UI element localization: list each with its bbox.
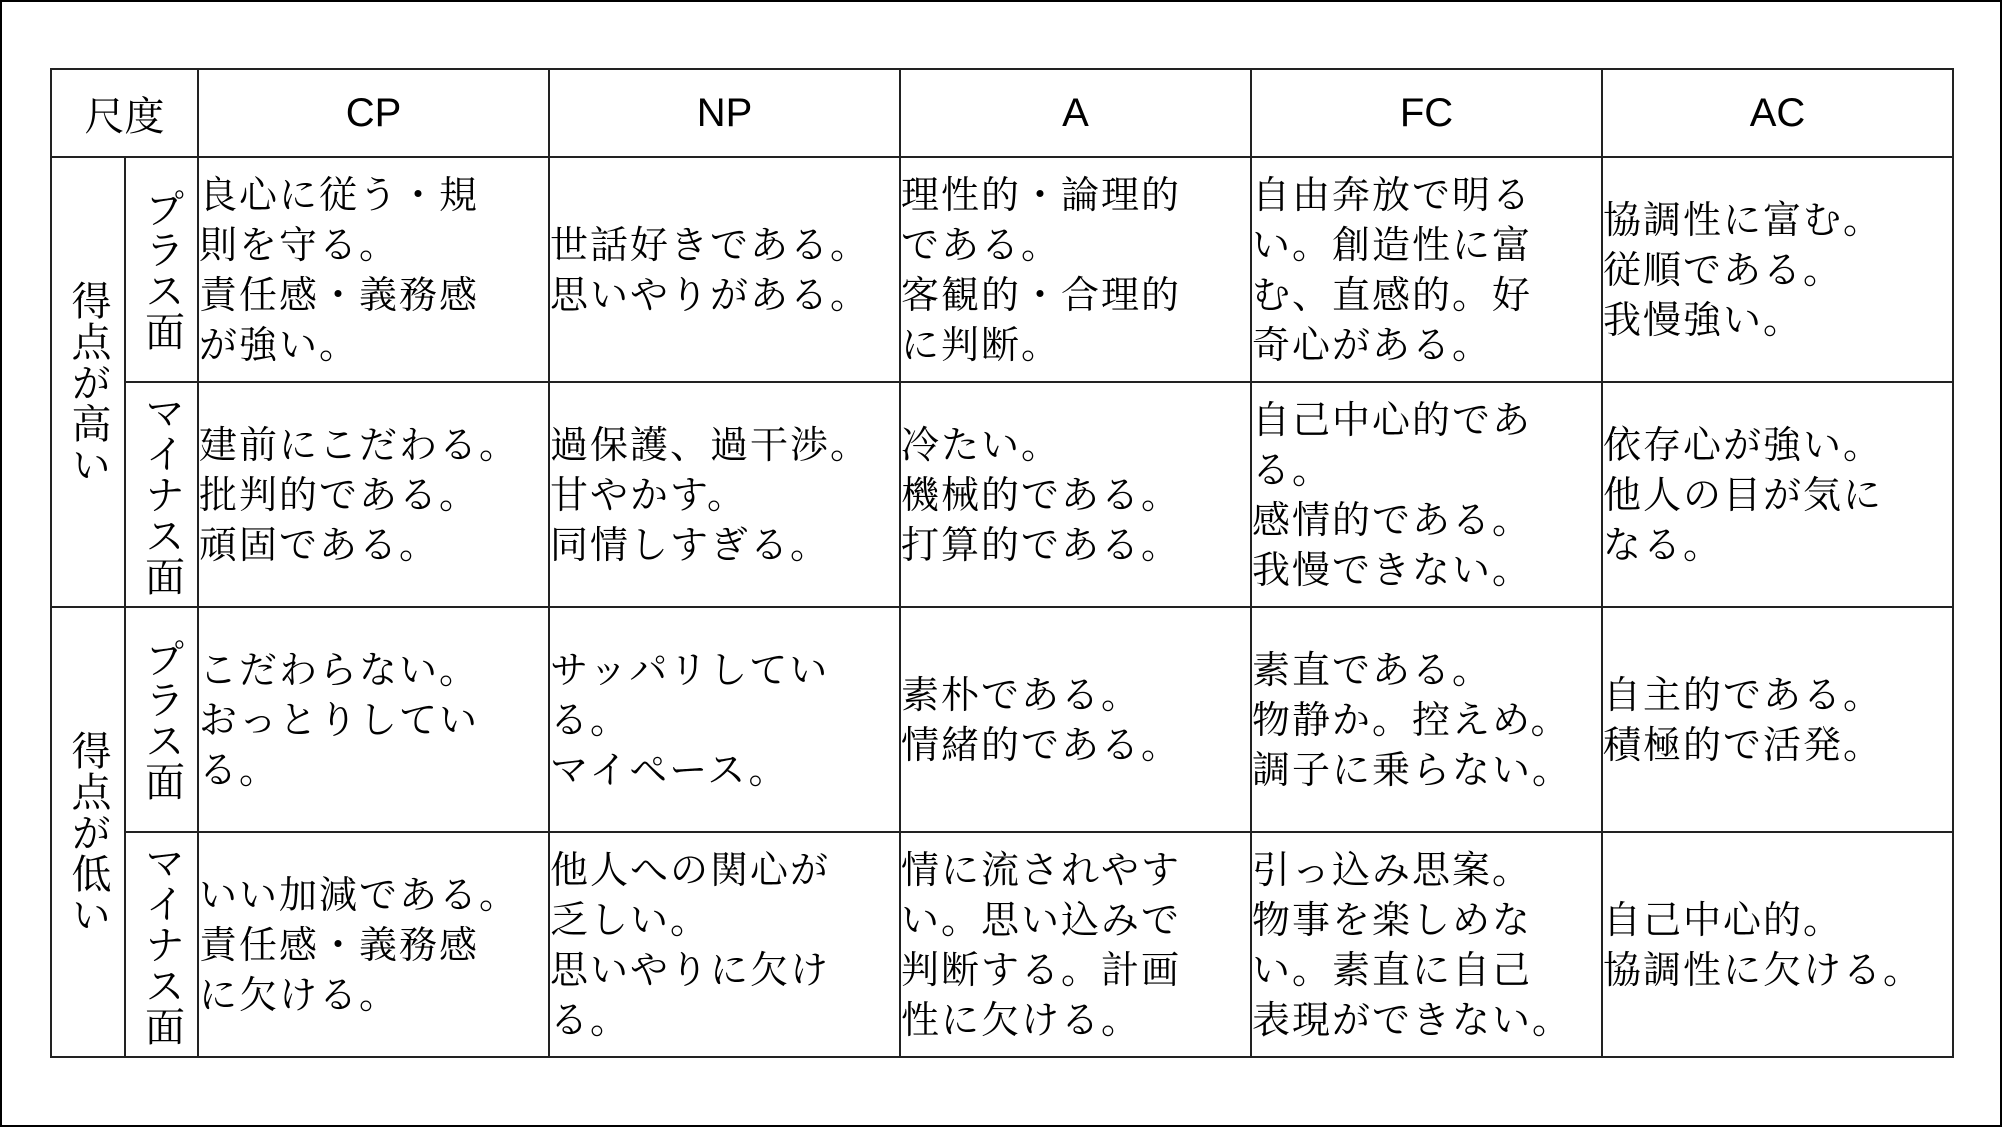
scale-header: 尺度 [51, 69, 198, 157]
side-minus [125, 832, 198, 1057]
side-label: プラス面 [138, 637, 185, 802]
table-row [51, 607, 1953, 832]
side-label: マイナス面 [138, 842, 185, 1047]
table-cell: 協調性に富む。 従順である。 我慢強い。 [1602, 157, 1953, 382]
header-row [51, 69, 1953, 157]
group-low-score [51, 607, 125, 1057]
table-cell: 情に流されやす い。思い込みで 判断する。計画 性に欠ける。 [900, 832, 1251, 1057]
column-header-fc: FC [1251, 69, 1602, 157]
table-row [51, 382, 1953, 607]
table-cell: 他人への関心が 乏しい。 思いやりに欠け る。 [549, 832, 900, 1057]
table-cell: 引っ込み思案。 物事を楽しめな い。素直に自己 表現ができない。 [1251, 832, 1602, 1057]
table-cell: 過保護、過干渉。 甘やかす。 同情しすぎる。 [549, 382, 900, 607]
table-cell: サッパリしてい る。 マイペース。 [549, 607, 900, 832]
side-label: プラス面 [138, 187, 185, 352]
egogram-table [50, 68, 1954, 1058]
table-cell: 素直である。 物静か。控えめ。 調子に乗らない。 [1251, 607, 1602, 832]
group-high-score [51, 157, 125, 607]
side-minus [125, 382, 198, 607]
table-cell: 素朴である。 情緒的である。 [900, 607, 1251, 832]
table-cell: 自由奔放で明る い。創造性に富 む、直感的。好 奇心がある。 [1251, 157, 1602, 382]
table-cell: 自己中心的。 協調性に欠ける。 [1602, 832, 1953, 1057]
group-label: 得点が低い [65, 729, 111, 935]
table-row [51, 157, 1953, 382]
group-label: 得点が高い [65, 279, 111, 485]
column-header-a: A [900, 69, 1251, 157]
table-cell: 自己中心的であ る。 感情的である。 我慢できない。 [1251, 382, 1602, 607]
table-cell: 良心に従う・規 則を守る。 責任感・義務感 が強い。 [198, 157, 549, 382]
side-plus [125, 607, 198, 832]
table-cell: 依存心が強い。 他人の目が気に なる。 [1602, 382, 1953, 607]
side-label: マイナス面 [138, 392, 185, 597]
column-header-cp: CP [198, 69, 549, 157]
table-cell: こだわらない。 おっとりしてい る。 [198, 607, 549, 832]
side-plus [125, 157, 198, 382]
table-cell: いい加減である。 責任感・義務感 に欠ける。 [198, 832, 549, 1057]
table-cell: 冷たい。 機械的である。 打算的である。 [900, 382, 1251, 607]
column-header-np: NP [549, 69, 900, 157]
column-header-ac: AC [1602, 69, 1953, 157]
table-cell: 世話好きである。 思いやりがある。 [549, 157, 900, 382]
table-row [51, 832, 1953, 1057]
table-cell: 建前にこだわる。 批判的である。 頑固である。 [198, 382, 549, 607]
table-cell: 理性的・論理的 である。 客観的・合理的 に判断。 [900, 157, 1251, 382]
table-cell: 自主的である。 積極的で活発。 [1602, 607, 1953, 832]
